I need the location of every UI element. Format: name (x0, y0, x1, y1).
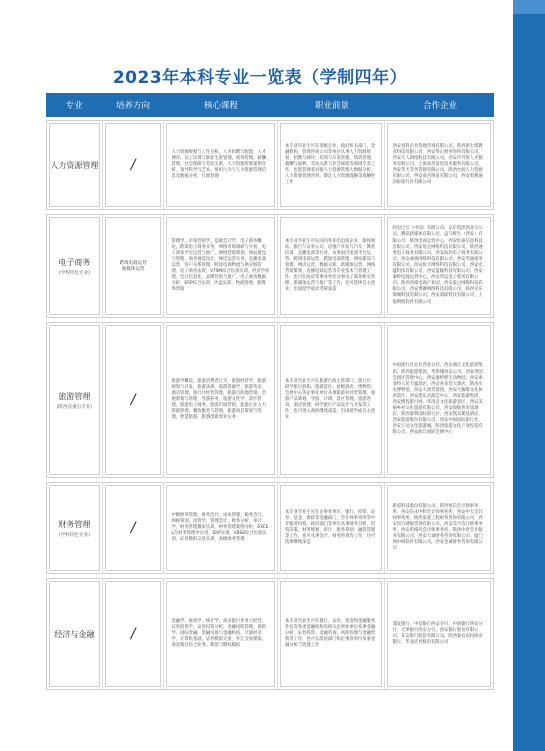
header-courses: 核心课程 (203, 101, 238, 111)
major-cell (49, 325, 100, 475)
direction-cell (105, 325, 162, 475)
major-name: 经济与金融 (54, 629, 95, 639)
prospects-text: 本专业毕业生可在旅游行政主管部门、旅行社、研学旅行机构、旅游景区、星级酒店、博物馆、会展中心等企事业单位从事旅游业经营管理、旅游产品策划、导游、计调、景区管理、旅游咨询、酒店管理、研学旅行产品设计与开发等工作，也可进入高校继续深造、出国留学或自主创业 (280, 325, 383, 475)
major-cell (49, 217, 100, 315)
partners-text: 阿里巴巴（中国）有限公司，京东集团西北分公司，腾讯新媒体有限公司，盒马鲜生（西安）有限公司，陕西电商运营中心，西安恒泰信息科技有限公司，西安易企网络科技有限公司，陕西速秀电子商务有限公司，西安海玛电子商务有限公司，西安诚视网络科技有限公司，西安芙通商务有限公司，西安恒丰网络科技有限公司，西安宏盛科技有限公司，西安蓝鲸科技有限公司，西安秦岭电商运营中心，西安华远电子商务有限公司，陕西西部电商产业园，西安爱豆网络科技有限公司，西安博赛网络科技有限公司，陕西京东商城科技有限公司，西安商联科技有限公司，上海明悦软件有限公司 (387, 217, 491, 315)
direction-text: / (130, 157, 136, 173)
table-row (46, 322, 494, 478)
major-cell (49, 123, 100, 207)
table-row (46, 120, 494, 210)
major-name: 财务管理 (58, 519, 91, 529)
direction-cell (105, 123, 162, 207)
courses-text: 中级财务管理，财务会计，成本管理，税务会计，纳税筹划，投资学，管理会计，财务分析，审计学，财务管理模拟实训，财务管理案例分析，EXCEL在财务管理中应用，ERP实训，VBSE综合仿真实训，证券模拟交易实训，高级财务管理 (166, 485, 274, 571)
major-subtitle: (陕西省重点专业) (56, 404, 93, 410)
major-name: 电子商务 (58, 257, 91, 267)
major-subtitle: (学校特色专业) (58, 532, 90, 538)
table-row (46, 482, 494, 574)
major-cell (49, 581, 100, 687)
major-subtitle: (学校特色专业) (58, 270, 90, 276)
partners-text: 西安易科企业管理咨询有限公司，陕西新生派教育科技有限公司，西安华正财务咨询有限公司，西安天人网络科技有限公司，西安市外资人才服务有限公司，上海高翌前沿技术服务有限公司，西安苹天劳务管理有限公司，陕西中润人力资源有限公司，西安南宫博泰有限公司，西安奥利通国际旅行社有限公司 (387, 123, 491, 207)
major-cell (49, 485, 100, 571)
courses-text: 人力资源规划与工作分析，人才招聘与配置，人才测评，员工培训与职业生涯管理，绩效管理，薪酬管理，社会保障与劳动关系，人力资源管理案例分析，领导科学与艺术，组织行为与人力资源管理信息及数据分析，行政管理 (166, 123, 274, 207)
header-direction: 培养方向 (115, 101, 150, 111)
table-row (46, 214, 494, 318)
courses-text: 旅游学概论，旅游消费者行为，旅游经济学，旅游规划与开发，旅游法规，旅游资源学，旅游英语，酒店管理，旅行社经营管理，旅游目的地营销，会展策划与管理，导游业务，旅游文化学，景区管理，旅游电子商务，旅游市场营销，旅游企业人力资源管理，餐饮服务与管理，旅游项目策划与管理，智慧旅游，旅游创新创业实务 (166, 325, 274, 475)
partners-text: 中国旅行社总社西北分社，西安曲江文化旅游集团，陕西旅游集团，华侨城西安公司，西安世园会园区管理中心，西安秦岭野生动物园，西安索菲特人民大厦酒店，西安喜来登大酒店，陕西历史博物馆，西安大唐芙蓉园，西安大雁塔文化休闲景区，西安唐乐宫演艺中心，西安旅游集团，西安携程旅行网，华清宫文化旅游景区，西安美丽乡村文化旅游有限公司，西安海航喜来登酒店，陕西康辉国际旅行社，西安凯宾斯基酒店，西安旅游股份有限公司，西安中国国际旅行社，西安万达文化旅游城，陕西旅游文化产业投资有限公司，西安曲江国际会展中心 (387, 325, 491, 475)
prospects-text: 本专业毕业生可在国内外知名电商企业、媒体网站、银行与证券公司、房地产开发与汽车、教育培训、直播电商等行业，从事国内电商平台运营、跨境电商运营、跨境电商管理、网站建设与管理、网店运营、数据分析、新媒体运营、网络营销策划、直播电商运营等专业技术与管理工作，也可在政府等事业单位从事电子商务相关管理、新媒体运营与推广等工作，还可选择自主创业、出国留学或者考研深造 (280, 217, 383, 315)
prospects-text: 本专业毕业生可在各级企业、政府机关部门，金融机构、管理咨询公司等单位从事人力资源规划、招聘与测评、培训与开发管理、绩效管理、薪酬与福利、劳动关系与社会保障等领域专业工作，也能管理者对接人力资源管理大数据分析，人力资源管理咨询，制定人力资源战略等战略性工作 (280, 123, 383, 207)
table-row (46, 578, 494, 690)
side-decoration-band (513, 0, 545, 14)
header-partners: 合作企业 (422, 101, 457, 111)
side-decoration-bar (513, 0, 545, 751)
direction-cell (105, 581, 162, 687)
direction-text: 跨境电商运营 新媒体运营 (105, 217, 162, 315)
courses-text: 金融学，财政学，统计学，商业银行业务与经营，证券投资学，证券投资分析，金融风险管理，保险学，国际金融，金融市场与金融机构，计量经济学，计算机基础，证券模拟交易，外汇交易模拟，商业银行综合业务，期货与期权模拟 (166, 581, 274, 687)
courses-text: 管理学，市场营销学，基础会计学，电子商务概论，跨境电子商务实务，网络市场调研与分析，电子商务平台运营与推广，网络营销策划，网站建设与管理，商务视觉设计，网店运营实务，直播电商运营，客户关系管理，跨境电商物流与供应链管理，电子商务法规，VTSM综合仿真实训，经济学原理，会计信息化，品牌营销与推广，电子商务数据分析，ERP综合实训，沙盘实训，物流管理，新媒体营销 (166, 217, 274, 315)
prospects-text: 本专业毕业生可在银行、证券、基金和金融服务外包等各类金融机构及相关企事业单位从事金融分析、证券投资、金融咨询、风险管理与金融营销等工作，也可在政府部门和企事业单位从事金融分析与管理工作 (280, 581, 383, 687)
table-header (46, 93, 494, 117)
major-name: 人力资源管理 (50, 160, 99, 170)
partners-text: 浦发银行，中信银行西安分行，中国银行西安分行，天津银行西安分行，西安银行股份有限公司，长安银行股份有限公司，陕西秦农农村商业银行，华龙证券股份有限公司 (387, 581, 491, 687)
header-major: 专业 (65, 101, 83, 111)
major-name: 旅游管理 (58, 391, 91, 401)
direction-cell (105, 485, 162, 571)
page-title: 2023年本科专业一览表（学制四年） (112, 68, 408, 88)
direction-text: / (130, 520, 136, 536)
partners-text: 新道科技股份有限公司，陕西恒信会计师事务所，西安信永中和会计师事务所，西安中天会计师事务所，陕西雷霆工程财务咨询有限公司，西安同力财税咨询有限公司，西安昊宇会计师事务所，西安希格玛会计师事务所，陕西中青会计服务有限公司，西安天诚财务咨询有限公司，厦门网中网软件有限公司，西安金诚财务咨询有限公司 (387, 485, 491, 571)
direction-text: / (130, 626, 136, 642)
direction-text: / (130, 392, 136, 408)
header-prospects: 职业前景 (314, 101, 349, 111)
prospects-text: 本专业毕业生可在企事业单位、银行、投资、证券、基金、保险等金融部门，会计师事务所等中介服务机构、政府部门等单位从事财务分析、投资决策、财务规划、审计、税务筹划、融资管理等工作，也可从事会计、财务咨询等工作，还可选择继续深造 (280, 485, 383, 571)
